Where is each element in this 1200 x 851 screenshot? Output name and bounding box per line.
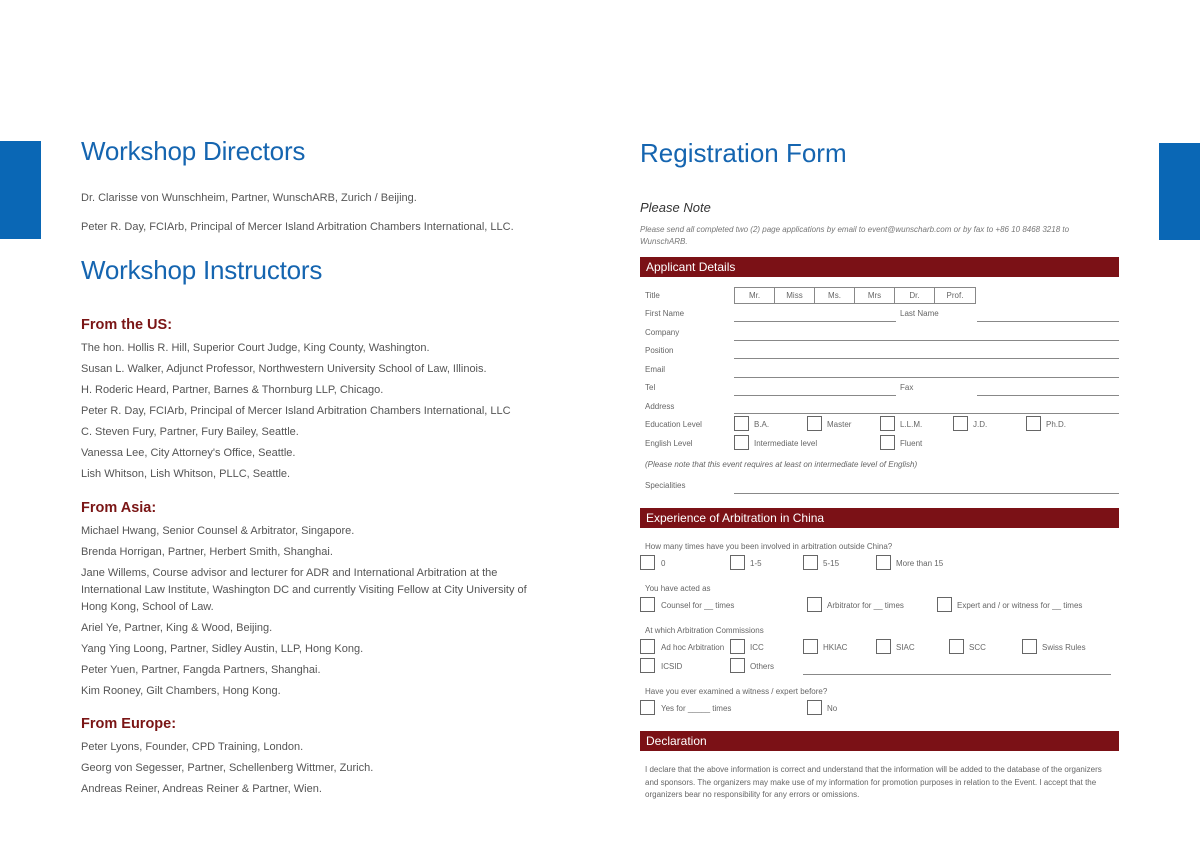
tel-label: Tel (645, 383, 656, 392)
education-llm-label: L.L.M. (900, 420, 923, 429)
first-name-field[interactable] (734, 321, 896, 322)
instructor-item: Kim Rooney, Gilt Chambers, Hong Kong. (81, 685, 281, 697)
instructor-item: H. Roderic Heard, Partner, Barnes & Thornburg LLP, Chicago. (81, 384, 384, 396)
instructor-item: Peter R. Day, FCIArb, Principal of Mercer Island Arbitration Chambers International, LLC (81, 405, 511, 417)
english-intermediate-checkbox[interactable] (734, 435, 749, 450)
instructor-item: Vanessa Lee, City Attorney's Office, Seattle. (81, 447, 296, 459)
last-name-label: Last Name (900, 309, 939, 318)
left-page-tab (0, 141, 41, 239)
witness-yes-checkbox[interactable] (640, 700, 655, 715)
email-field[interactable] (734, 377, 1119, 378)
title-selector[interactable] (734, 287, 976, 304)
tel-field[interactable] (734, 395, 896, 396)
instructor-item: The hon. Hollis R. Hill, Superior Court Judge, King County, Washington. (81, 342, 430, 354)
commission-icsid-checkbox[interactable] (640, 658, 655, 673)
education-master-checkbox[interactable] (807, 416, 822, 431)
email-label: Email (645, 365, 666, 374)
education-phd-checkbox[interactable] (1026, 416, 1041, 431)
europe-instructor-list (81, 739, 551, 798)
instructor-item: C. Steven Fury, Partner, Fury Bailey, Seattle. (81, 426, 299, 438)
title-option-prof[interactable]: Prof. (946, 291, 964, 300)
title-option-ms[interactable]: Ms. (815, 288, 855, 303)
commission-icc-checkbox[interactable] (730, 639, 745, 654)
instructor-item: Michael Hwang, Senior Counsel & Arbitrator, Singapore. (81, 525, 355, 537)
fax-field[interactable] (977, 395, 1119, 396)
counsel-checkbox[interactable] (640, 597, 655, 612)
first-name-label: First Name (645, 309, 685, 318)
commission-hkiac-label: HKIAC (823, 643, 848, 652)
specialities-field[interactable] (734, 493, 1119, 494)
times-15plus-label: More than 15 (896, 559, 944, 568)
instructor-item: Ariel Ye, Partner, King & Wood, Beijing. (81, 622, 273, 634)
instructor-item: Andreas Reiner, Andreas Reiner & Partner, Wien. (81, 783, 322, 795)
witness-no-checkbox[interactable] (807, 700, 822, 715)
english-level-label: English Level (645, 439, 693, 448)
declaration-header: Declaration (640, 731, 1119, 751)
education-llm-checkbox[interactable] (880, 416, 895, 431)
english-requirement-note: (Please note that this event requires at least on intermediate level of English) (645, 460, 918, 469)
education-ba-label: B.A. (754, 420, 770, 429)
instructor-item: Yang Ying Loong, Partner, Sidley Austin, LLP, Hong Kong. (81, 643, 364, 655)
education-phd-label: Ph.D. (1046, 420, 1067, 429)
workshop-instructors-title: Workshop Instructors (81, 255, 323, 285)
region-heading-europe: From Europe: (81, 716, 177, 732)
commissions-label: At which Arbitration Commissions (645, 626, 764, 635)
registration-form-title: Registration Form (640, 138, 847, 168)
right-page-tab (1159, 143, 1200, 240)
address-label: Address (645, 402, 675, 411)
title-option-mr[interactable]: Mr. (735, 288, 775, 303)
title-option-miss[interactable]: Miss (775, 288, 815, 303)
counsel-label: Counsel for __ times (661, 601, 735, 610)
declaration-text: I declare that the above information is correct and understand that the information will be added to the database of the organizers and sponsors. The organizers may make use of my information for promotion purposes in relation to the Event. I accept that the organizers bear no responsibility for any errors or omissions. (645, 765, 1102, 799)
last-name-field[interactable] (977, 321, 1119, 322)
times-question: How many times have you been involved in arbitration outside China? (645, 542, 893, 551)
title-label: Title (645, 291, 660, 300)
times-5-15-checkbox[interactable] (803, 555, 818, 570)
commission-siac-label: SIAC (896, 643, 915, 652)
witness-no-label: No (827, 704, 838, 713)
witness-question: Have you ever examined a witness / expert before? (645, 687, 828, 696)
times-0-label: 0 (661, 559, 666, 568)
position-field[interactable] (734, 358, 1119, 359)
commission-adhoc-checkbox[interactable] (640, 639, 655, 654)
director-item: Dr. Clarisse von Wunschheim, Partner, WunschARB, Zurich / Beijing. (81, 192, 417, 204)
commission-hkiac-checkbox[interactable] (803, 639, 818, 654)
times-0-checkbox[interactable] (640, 555, 655, 570)
title-option-dr[interactable]: Dr. (895, 288, 935, 303)
instructor-item: Georg von Segesser, Partner, Schellenberg Wittmer, Zurich. (81, 762, 374, 774)
instructor-item: Peter Yuen, Partner, Fangda Partners, Shanghai. (81, 664, 321, 676)
please-note-heading: Please Note (640, 200, 711, 215)
instructor-item: Brenda Horrigan, Partner, Herbert Smith, Shanghai. (81, 546, 333, 558)
asia-instructor-list (81, 523, 551, 700)
workshop-directors-title: Workshop Directors (81, 136, 306, 166)
commission-icsid-label: ICSID (661, 662, 683, 671)
commission-others-label: Others (750, 662, 775, 671)
instructor-item: Susan L. Walker, Adjunct Professor, Northwestern University School of Law, Illinois. (81, 363, 487, 375)
arbitrator-label: Arbitrator for __ times (827, 601, 904, 610)
commission-scc-label: SCC (969, 643, 986, 652)
english-fluent-label: Fluent (900, 439, 923, 448)
arbitrator-checkbox[interactable] (807, 597, 822, 612)
instructor-item: Peter Lyons, Founder, CPD Training, London. (81, 741, 304, 753)
commission-swiss-label: Swiss Rules (1042, 643, 1086, 652)
commission-others-field[interactable] (803, 674, 1111, 675)
education-jd-checkbox[interactable] (953, 416, 968, 431)
instructor-item: Lish Whitson, Lish Whitson, PLLC, Seattle. (81, 468, 291, 480)
company-label: Company (645, 328, 680, 337)
commission-others-checkbox[interactable] (730, 658, 745, 673)
specialities-label: Specialities (645, 481, 686, 490)
times-1-5-checkbox[interactable] (730, 555, 745, 570)
education-jd-label: J.D. (973, 420, 988, 429)
education-ba-checkbox[interactable] (734, 416, 749, 431)
witness-yes-label: Yes for _____ times (661, 704, 732, 713)
education-level-label: Education Level (645, 420, 702, 429)
region-heading-us: From the US: (81, 317, 173, 333)
us-instructor-list (81, 340, 551, 483)
please-note-text: Please send all completed two (2) page applications by email to event@wunscharb.com or by fax to +86 10 8468 3218 to WunschARB. (640, 225, 1070, 246)
address-field[interactable] (734, 413, 1119, 414)
applicant-details-header: Applicant Details (640, 257, 1119, 277)
english-fluent-checkbox[interactable] (880, 435, 895, 450)
region-heading-asia: From Asia: (81, 500, 157, 516)
expert-witness-label: Expert and / or witness for __ times (957, 601, 1083, 610)
commission-icc-label: ICC (750, 643, 764, 652)
fax-label: Fax (900, 383, 914, 392)
times-1-5-label: 1-5 (750, 559, 762, 568)
position-label: Position (645, 346, 674, 355)
commission-siac-checkbox[interactable] (876, 639, 891, 654)
expert-witness-checkbox[interactable] (937, 597, 952, 612)
commission-swiss-checkbox[interactable] (1022, 639, 1037, 654)
education-master-label: Master (827, 420, 852, 429)
title-option-mrs[interactable]: Mrs (855, 288, 895, 303)
times-5-15-label: 5-15 (823, 559, 840, 568)
acted-as-label: You have acted as (645, 584, 711, 593)
times-15plus-checkbox[interactable] (876, 555, 891, 570)
commission-adhoc-label: Ad hoc Arbitration (661, 643, 725, 652)
instructor-item: Jane Willems, Course advisor and lecturer for ADR and International Arbitration at the International Law Institute, Washington DC and currently Visiting Fellow at City University of Hong Kong, School of Law. (81, 567, 527, 613)
director-item: Peter R. Day, FCIArb, Principal of Mercer Island Arbitration Chambers International, LLC. (81, 221, 514, 233)
experience-header: Experience of Arbitration in China (640, 508, 1119, 528)
company-field[interactable] (734, 340, 1119, 341)
english-intermediate-label: Intermediate level (754, 439, 818, 448)
commission-scc-checkbox[interactable] (949, 639, 964, 654)
